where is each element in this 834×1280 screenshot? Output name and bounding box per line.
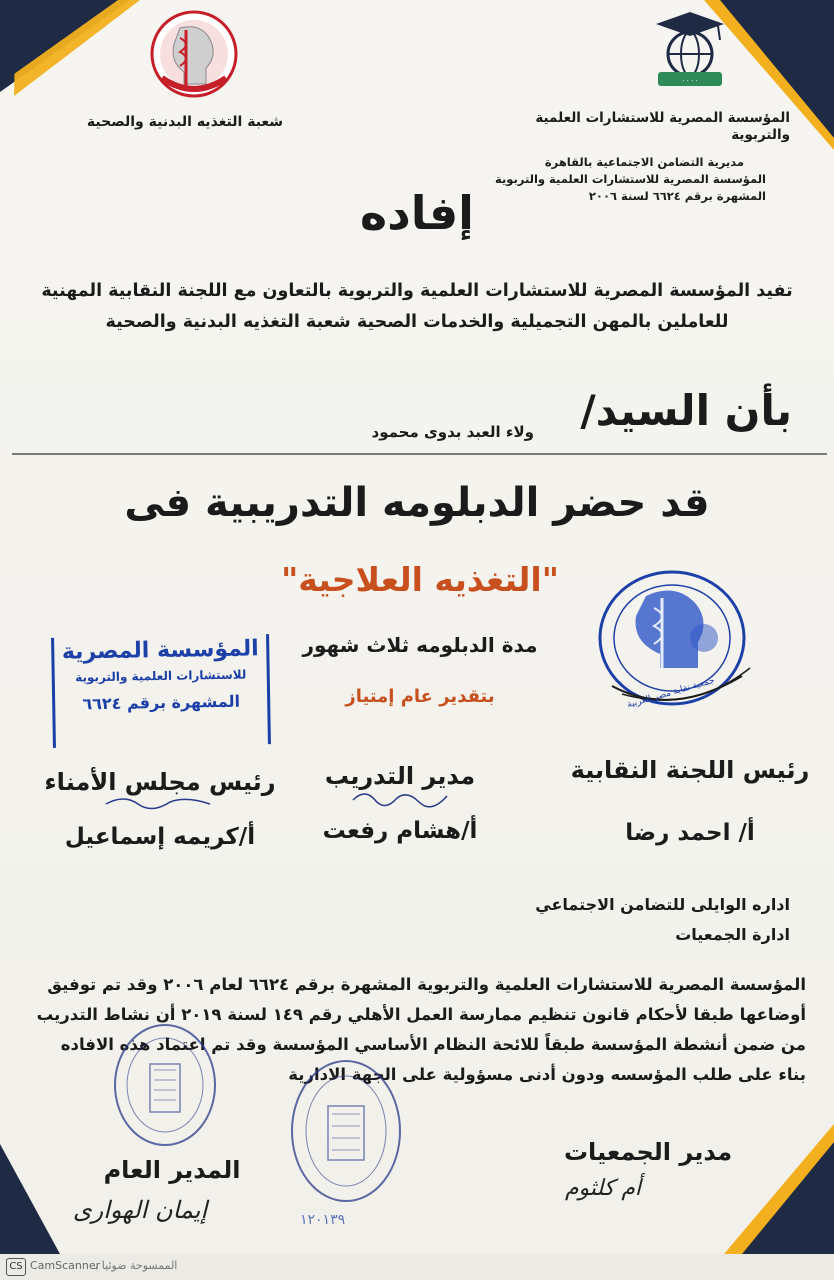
recipient-name: ولاء العبد بدوى محمود	[371, 423, 534, 441]
training-manager-title: مدير التدريب	[324, 762, 476, 790]
board-chair-title: رئيس مجلس الأمناء	[44, 768, 276, 796]
stamp-line-3: المشهرة برقم ٦٦٢٤	[82, 691, 241, 714]
foundation-name-secondary: المؤسسة المصرية للاستشارات العلمية والتربوية	[494, 172, 766, 186]
course-name: "التغذيه العلاجية"	[281, 560, 559, 599]
course-grade: بتقدير عام إمتياز	[345, 686, 495, 707]
directorate-name: مديرية التضامن الاجتماعية بالقاهرة	[544, 155, 744, 169]
foundation-name: المؤسسة المصرية للاستشارات العلمية والتربوية	[535, 110, 790, 143]
foundation-logo-icon	[650, 8, 730, 98]
signature-board-chair	[40, 768, 280, 850]
stamp-number: ١٢٠١٣٩	[300, 1212, 346, 1228]
top-left-corner-decoration	[0, 0, 140, 100]
ministry-seal-icon	[110, 1020, 220, 1150]
directorate-seal-icon	[286, 1056, 406, 1206]
document-title: إفاده	[360, 186, 474, 240]
division-name: شعبة التغذيه البدنية والصحية	[86, 114, 284, 130]
admin-line-1: اداره الوايلى للتضامن الاجتماعي	[535, 895, 790, 914]
admin-line-2: ادارة الجمعيات	[675, 925, 790, 944]
approval-line-4: بناء على طلب المؤسسه ودون أدنى مسؤولية على الجهة الادارية	[288, 1065, 806, 1084]
scanner-label: الممسوحة ضوئيا بـ	[92, 1259, 178, 1272]
registration-number: المشهرة برقم ٦٦٢٤ لسنة ٢٠٠٦	[588, 189, 766, 203]
recipient-prefix: بأن السيد/	[580, 386, 792, 435]
course-duration: مدة الدبلومه ثلاث شهور	[302, 633, 538, 657]
stamp-line-1: المؤسسة المصرية	[61, 636, 259, 665]
approval-line-3: من ضمن أنشطة المؤسسة طبقاً للائحة النظام الأساسي المؤسسة وقد تم اعتماد هذه الافاده	[60, 1035, 806, 1054]
signature-union-head	[570, 756, 810, 846]
foundation-stamp	[51, 634, 271, 748]
approval-line-1: المؤسسة المصرية للاستشارات العلمية والتربوية المشهرة برقم ٦٦٢٤ لعام ٢٠٠٦ وقد تم توفيق	[47, 975, 806, 994]
stamp-line-2: للاستشارات العلمية والتربوية	[75, 667, 247, 685]
seal-text: جمعية نقابة مصر العربية	[626, 675, 716, 711]
approval-line-2: أوضاعها طبقا لأحكام قانون تنظيم ممارسة العمل الأهلي رقم ١٤٩ لسنة ٢٠١٩ أن نشاط التدريب	[36, 1005, 806, 1024]
intro-line-2: للعاملين بالمهن التجميلية والخدمات الصحية شعبة التغذيه البدنية والصحية	[105, 312, 729, 332]
signature-training-manager	[300, 762, 500, 844]
general-manager-title: المدير العام	[103, 1156, 241, 1184]
associations-manager-title: مدير الجمعيات	[563, 1138, 733, 1166]
union-head-title: رئيس اللجنة النقابية	[570, 756, 810, 784]
division-logo-icon	[146, 8, 242, 104]
associations-manager-signature: أم كلثوم	[564, 1176, 642, 1201]
intro-paragraph	[30, 276, 804, 338]
union-head-name: أ/ احمد رضا	[625, 820, 755, 846]
attended-statement: قد حضر الدبلومه التدريبية فى	[124, 480, 710, 526]
intro-line-1: تفيد المؤسسة المصرية للاستشارات العلمية والتربوية بالتعاون مع اللجنة النقابية المهنية	[41, 281, 793, 301]
divider	[12, 453, 827, 455]
scanner-brand: CamScanner	[30, 1259, 101, 1272]
general-manager-signature: إيمان الهوارى	[72, 1196, 208, 1224]
camscanner-logo-icon: CS	[6, 1258, 26, 1276]
board-chair-name: أ/كريمه إسماعيل	[64, 824, 256, 850]
svg-text:· · · ·: · · · ·	[682, 77, 698, 85]
training-manager-name: أ/هشام رفعت	[322, 818, 478, 844]
admin-block	[535, 890, 790, 950]
